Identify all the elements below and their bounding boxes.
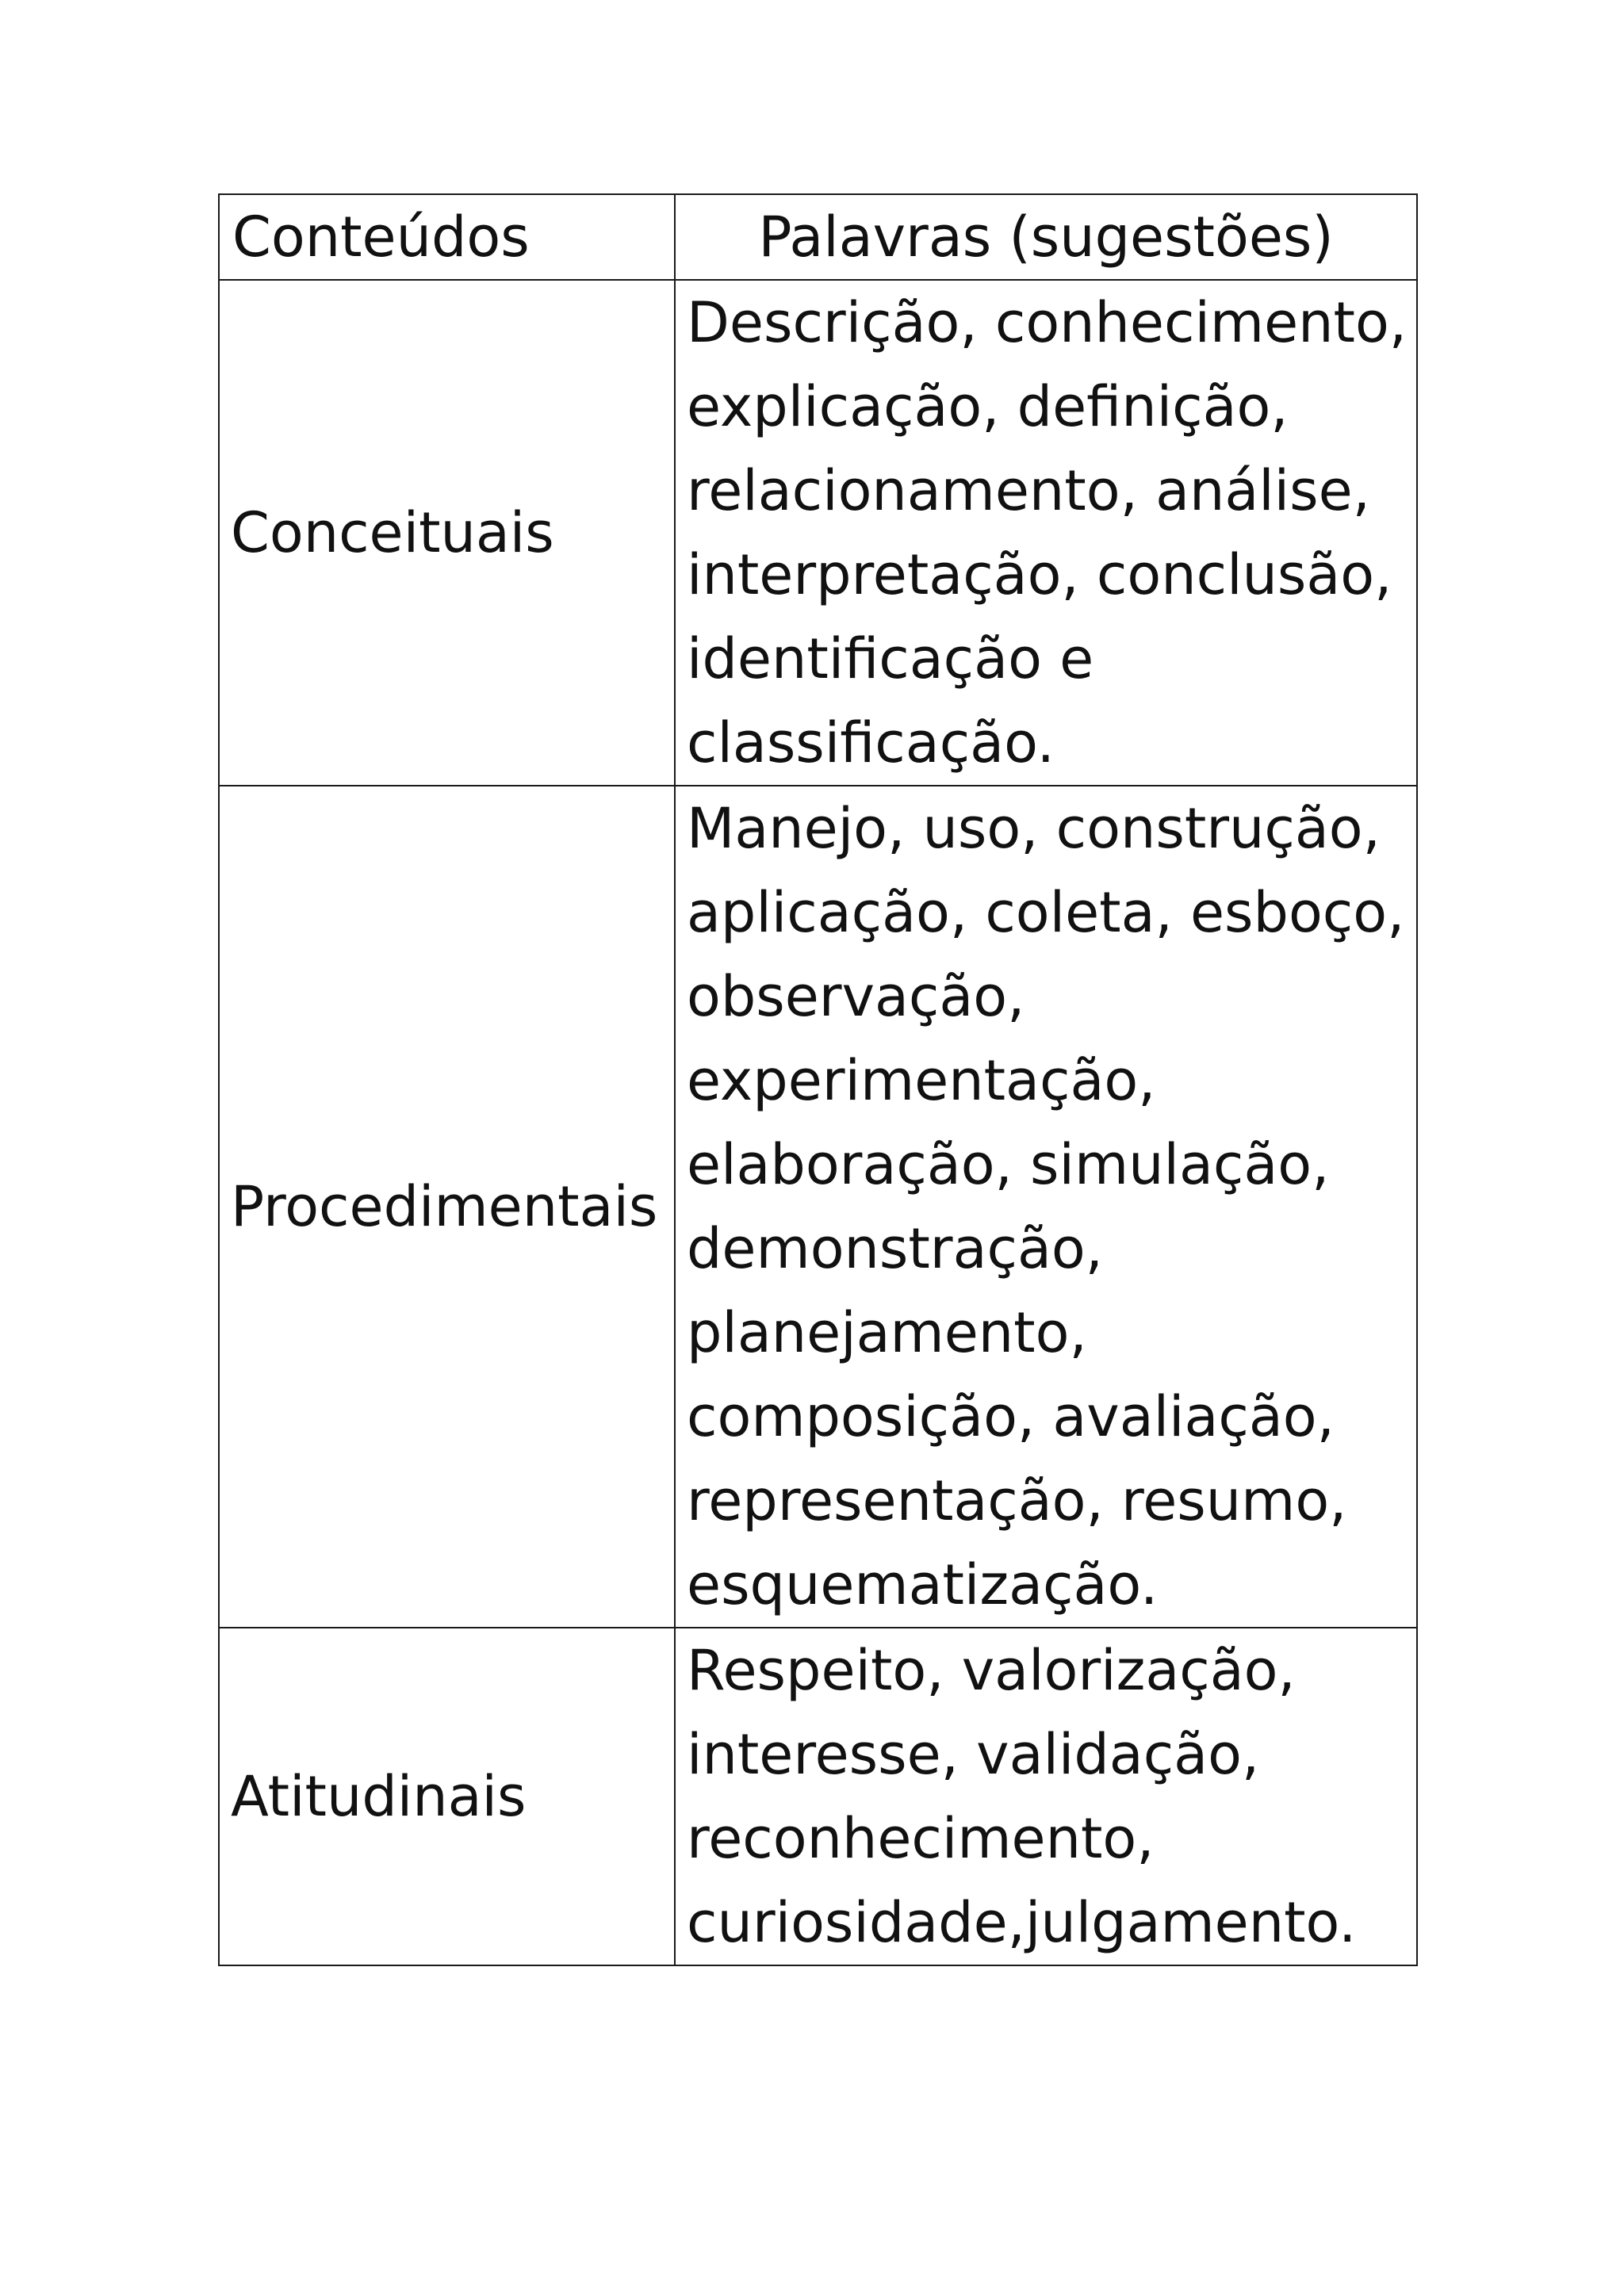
row-words: [675, 786, 1417, 1628]
header-palavras: Palavras (sugestões): [675, 194, 1417, 280]
table-header-row: [219, 194, 1417, 280]
row-category: Conceituais: [219, 280, 675, 786]
word-line: reconhecimento,: [687, 1806, 1155, 1871]
word-line: curiosidade,julgamento.: [687, 1890, 1357, 1955]
word-line: identificação e: [687, 626, 1094, 691]
word-line: relacionamento, análise,: [687, 458, 1370, 523]
table-row: [219, 1628, 1417, 1965]
word-line: experimentação,: [687, 1048, 1156, 1113]
word-line: interesse, validação,: [687, 1722, 1260, 1787]
word-line: classificação.: [687, 710, 1055, 775]
word-line: interpretação, conclusão,: [687, 542, 1392, 607]
word-line: Manejo, uso, construção,: [687, 796, 1381, 861]
word-line: explicação, definição,: [687, 374, 1289, 439]
word-line: Respeito, valorização,: [687, 1638, 1296, 1703]
word-line: composição, avaliação,: [687, 1384, 1335, 1449]
table-row: [219, 786, 1417, 1628]
word-line: aplicação, coleta, esboço,: [687, 880, 1405, 945]
word-line: demonstração,: [687, 1216, 1103, 1281]
word-line: planejamento,: [687, 1300, 1087, 1365]
word-line: elaboração, simulação,: [687, 1132, 1330, 1197]
header-conteudos: Conteúdos: [219, 194, 675, 280]
row-category: Procedimentais: [219, 786, 675, 1628]
row-category: Atitudinais: [219, 1628, 675, 1965]
row-words: [675, 1628, 1417, 1965]
content-types-table: [218, 193, 1418, 1966]
word-line: observação,: [687, 964, 1025, 1029]
word-line: representação, resumo,: [687, 1468, 1347, 1533]
table-row: [219, 280, 1417, 786]
row-words: [675, 280, 1417, 786]
word-line: esquematização.: [687, 1552, 1159, 1617]
word-line: Descrição, conhecimento,: [687, 290, 1408, 355]
